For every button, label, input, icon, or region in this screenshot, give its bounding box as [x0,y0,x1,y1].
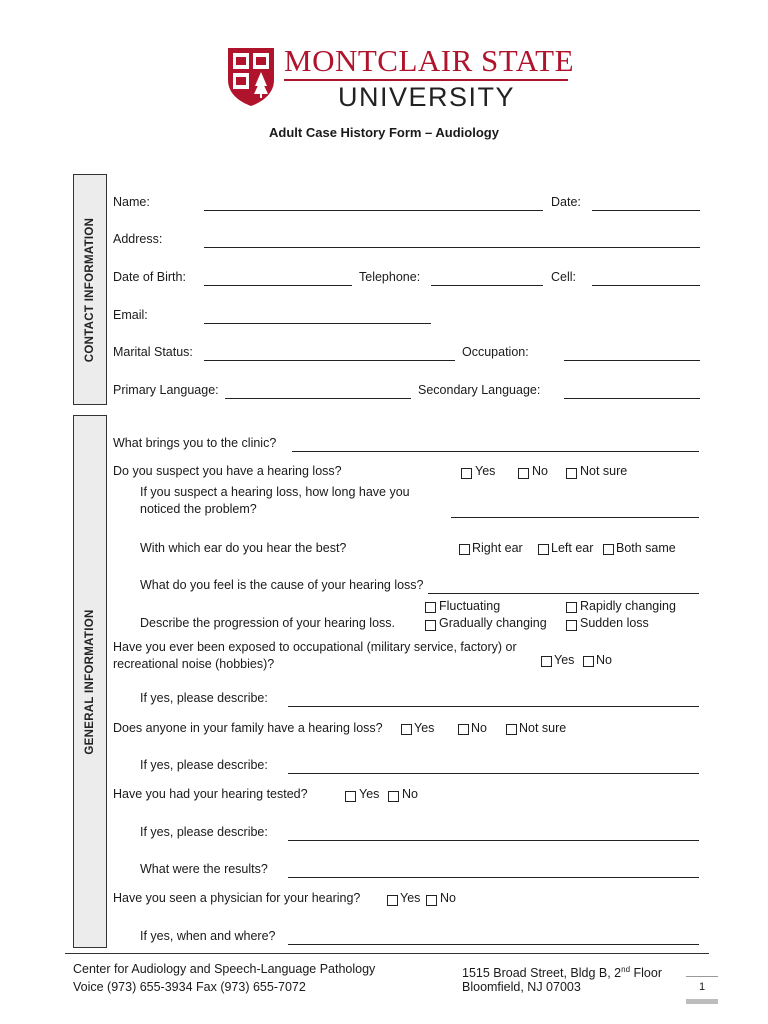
family-describe-field[interactable] [288,773,699,774]
noise-exposure-label-line2: recreational noise (hobbies)? [113,657,275,671]
cause-field[interactable] [428,593,699,594]
page-number-bar [686,999,718,1004]
sudden-loss-label: Sudden loss [580,616,649,630]
footer-address-floor: Floor [630,966,662,981]
how-long-field[interactable] [451,517,699,518]
section-label-contact-text: CONTACT INFORMATION [84,217,96,362]
noise-yes-label: Yes [554,653,575,667]
results-field[interactable] [288,877,699,878]
gradually-changing-label: Gradually changing [439,616,547,630]
tested-no-checkbox[interactable] [388,791,399,802]
noise-yes-checkbox[interactable] [541,656,552,667]
how-long-label-line1: If you suspect a hearing loss, how long have you [140,485,410,499]
family-no-label: No [471,721,487,735]
family-yes-label: Yes [414,721,435,735]
right-ear-checkbox[interactable] [459,544,470,555]
right-ear-label: Right ear [472,541,523,555]
dob-field[interactable] [204,285,352,286]
tested-yes-checkbox[interactable] [345,791,356,802]
physician-where-label: If yes, when and where? [140,929,276,943]
date-label: Date: [551,195,581,209]
dob-label: Date of Birth: [113,270,186,284]
how-long-label-line2: noticed the problem? [140,502,257,516]
suspect-yes-label: Yes [475,464,496,478]
clinic-reason-label: What brings you to the clinic? [113,436,277,450]
tested-no-label: No [402,787,418,801]
shield-crest-icon [226,46,276,108]
section-label-general-text: GENERAL INFORMATION [84,608,96,755]
rapidly-changing-label: Rapidly changing [580,599,676,613]
tested-describe-field[interactable] [288,840,699,841]
secondary-language-label: Secondary Language: [418,383,541,397]
logo-divider [284,79,568,81]
noise-exposure-label-line1: Have you ever been exposed to occupational (military service, factory) or [113,640,517,654]
tested-yes-label: Yes [359,787,380,801]
address-field[interactable] [204,247,700,248]
name-label: Name: [113,195,150,209]
family-not-sure-checkbox[interactable] [506,724,517,735]
footer-divider [65,953,709,954]
section-label-general [73,415,107,948]
occupation-label: Occupation: [462,345,529,359]
form-title: Adult Case History Form – Audiology [269,125,499,140]
both-same-checkbox[interactable] [603,544,614,555]
suspect-not-sure-label: Not sure [580,464,628,478]
physician-no-label: No [440,891,456,905]
family-loss-label: Does anyone in your family have a hearing loss? [113,721,383,735]
best-ear-label: With which ear do you hear the best? [140,541,347,555]
family-yes-checkbox[interactable] [401,724,412,735]
family-not-sure-label: Not sure [519,721,567,735]
physician-yes-checkbox[interactable] [387,895,398,906]
cell-field[interactable] [592,285,700,286]
physician-yes-label: Yes [400,891,421,905]
suspect-no-checkbox[interactable] [518,468,529,479]
footer-address-line2: Bloomfield, NJ 07003 [462,980,581,994]
telephone-label: Telephone: [359,270,421,284]
footer-address-sup: nd [621,965,631,974]
section-label-contact [73,174,107,405]
left-ear-checkbox[interactable] [538,544,549,555]
results-label: What were the results? [140,862,268,876]
telephone-field[interactable] [431,285,543,286]
family-no-checkbox[interactable] [458,724,469,735]
cause-label: What do you feel is the cause of your hearing loss? [140,578,424,592]
gradually-changing-checkbox[interactable] [425,620,436,631]
page-number-rule [686,976,718,977]
suspect-not-sure-checkbox[interactable] [566,468,577,479]
footer-phone: Voice (973) 655-3934 Fax (973) 655-7072 [73,980,306,994]
marital-status-field[interactable] [204,360,455,361]
address-label: Address: [113,232,163,246]
email-label: Email: [113,308,148,322]
hearing-tested-label: Have you had your hearing tested? [113,787,308,801]
sudden-loss-checkbox[interactable] [566,620,577,631]
suspect-no-label: No [532,464,548,478]
clinic-reason-field[interactable] [292,451,699,452]
university-name: MONTCLAIR STATE [284,43,575,78]
cell-label: Cell: [551,270,577,284]
page-number: 1 [698,981,706,993]
noise-no-label: No [596,653,612,667]
primary-language-field[interactable] [225,398,411,399]
marital-status-label: Marital Status: [113,345,193,359]
secondary-language-field[interactable] [564,398,700,399]
tested-describe-label: If yes, please describe: [140,825,268,839]
both-same-label: Both same [616,541,676,555]
rapidly-changing-checkbox[interactable] [566,602,577,613]
fluctuating-label: Fluctuating [439,599,501,613]
physician-label: Have you seen a physician for your hearing? [113,891,361,905]
university-subtitle: UNIVERSITY [338,82,516,112]
noise-describe-field[interactable] [288,706,699,707]
progression-label: Describe the progression of your hearing loss. [140,616,395,630]
occupation-field[interactable] [564,360,700,361]
suspect-loss-label: Do you suspect you have a hearing loss? [113,464,342,478]
noise-describe-label: If yes, please describe: [140,691,268,705]
email-field[interactable] [204,323,431,324]
footer-center-name: Center for Audiology and Speech-Language Pathology [73,962,376,976]
physician-no-checkbox[interactable] [426,895,437,906]
name-field[interactable] [204,210,543,211]
fluctuating-checkbox[interactable] [425,602,436,613]
physician-where-field[interactable] [288,944,699,945]
date-field[interactable] [592,210,700,211]
left-ear-label: Left ear [551,541,594,555]
suspect-yes-checkbox[interactable] [461,468,472,479]
footer-address-street: 1515 Broad Street, Bldg B, 2 [462,966,622,981]
noise-no-checkbox[interactable] [583,656,594,667]
family-describe-label: If yes, please describe: [140,758,268,772]
primary-language-label: Primary Language: [113,383,219,397]
